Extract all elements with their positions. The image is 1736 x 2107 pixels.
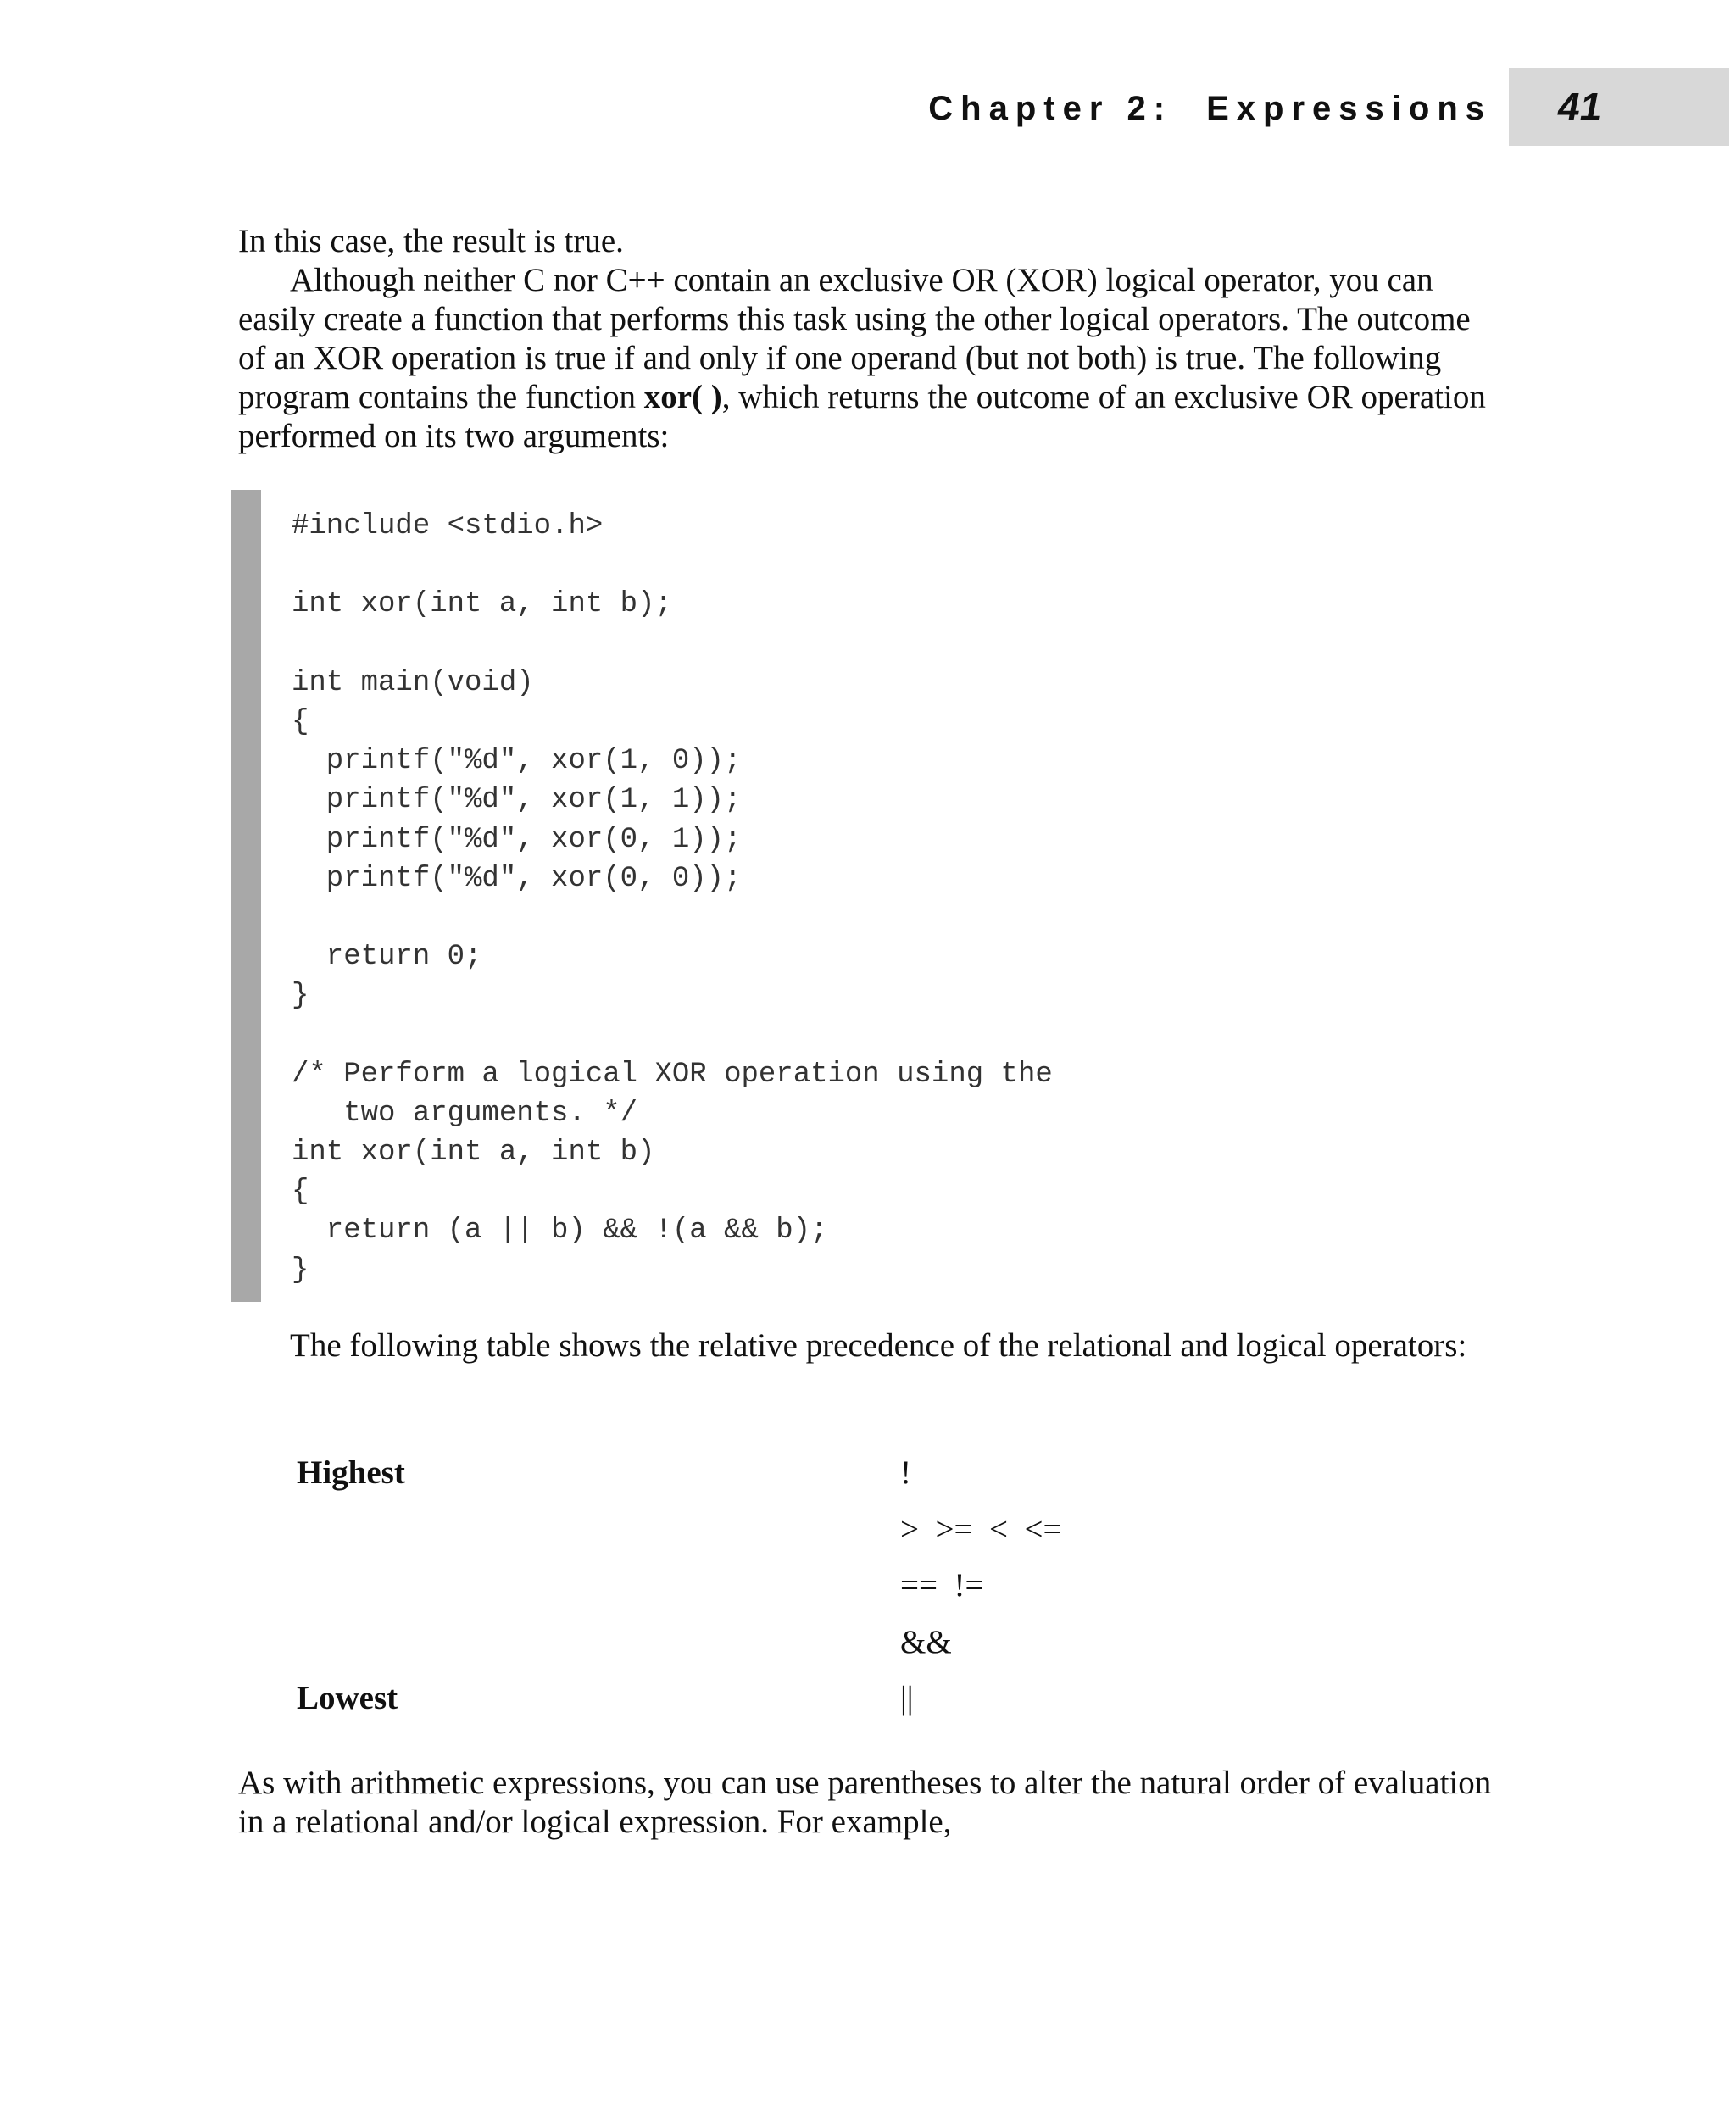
precedence-level: == != xyxy=(900,1567,984,1604)
code-line: } xyxy=(292,980,309,1013)
code-line: return (a || b) && !(a && b); xyxy=(292,1215,828,1248)
precedence-level: || xyxy=(900,1680,914,1716)
code-line: } xyxy=(292,1254,309,1287)
code-line: printf("%d", xor(1, 0)); xyxy=(292,745,742,778)
code-line: #include <stdio.h> xyxy=(292,510,604,542)
code-line xyxy=(292,625,1053,664)
xor-function-name: xor( ) xyxy=(643,379,722,415)
table-intro-paragraph: The following table shows the relative precedence of the relational and logical operators: xyxy=(290,1327,1467,1364)
code-line: printf("%d", xor(1, 1)); xyxy=(292,784,742,817)
table-intro-section xyxy=(238,1326,1493,1365)
code-line xyxy=(292,546,1053,585)
code-line: { xyxy=(292,705,309,738)
code-line: int xor(int a, int b) xyxy=(292,1137,655,1169)
code-line: /* Perform a logical XOR operation using the xyxy=(292,1058,1053,1091)
precedence-level: > >= < <= xyxy=(900,1511,1062,1548)
chapter-title: Expressions xyxy=(1206,90,1492,127)
closing-paragraph: As with arithmetic expressions, you can use parentheses to alter the natural order of evaluation in a relational and/or logical expression. For example, xyxy=(238,1765,1492,1840)
code-line: printf("%d", xor(0, 0)); xyxy=(292,862,742,895)
code-line xyxy=(292,1015,1053,1054)
precedence-level: ! xyxy=(900,1454,911,1491)
code-line xyxy=(292,898,1053,937)
running-header xyxy=(928,83,1492,134)
code-line: printf("%d", xor(0, 1)); xyxy=(292,823,742,856)
precedence-level: && xyxy=(900,1624,952,1660)
code-line: { xyxy=(292,1176,309,1209)
code-line: two arguments. */ xyxy=(292,1097,638,1130)
xor-paragraph xyxy=(238,261,1493,456)
precedence-lowest-label: Lowest xyxy=(297,1680,398,1716)
chapter-label: Chapter 2: xyxy=(928,90,1173,127)
code-line: int main(void) xyxy=(292,666,534,699)
code-line: int xor(int a, int b); xyxy=(292,588,672,621)
intro-section xyxy=(238,222,1493,456)
code-line: return 0; xyxy=(292,941,482,974)
page-number-tab xyxy=(1509,68,1729,146)
xor-paragraph-text-end: , which returns the outcome of an exclusive OR operation performed on its two arguments: xyxy=(238,379,1486,454)
intro-line: In this case, the result is true. xyxy=(238,223,624,259)
page-number: 41 xyxy=(1558,85,1602,129)
code-block xyxy=(292,507,1053,1290)
xor-paragraph-text: Although neither C nor C++ contain an exclusive OR (XOR) logical operator, you can easily create a function that performs this task using the other logical operators. The outcome of an XOR operation is true if and only if one operand (but not both) is true. The following program contains the function xyxy=(238,262,1471,415)
precedence-highest-label: Highest xyxy=(297,1454,405,1491)
closing-section xyxy=(238,1764,1493,1842)
code-block-bar xyxy=(231,490,261,1302)
